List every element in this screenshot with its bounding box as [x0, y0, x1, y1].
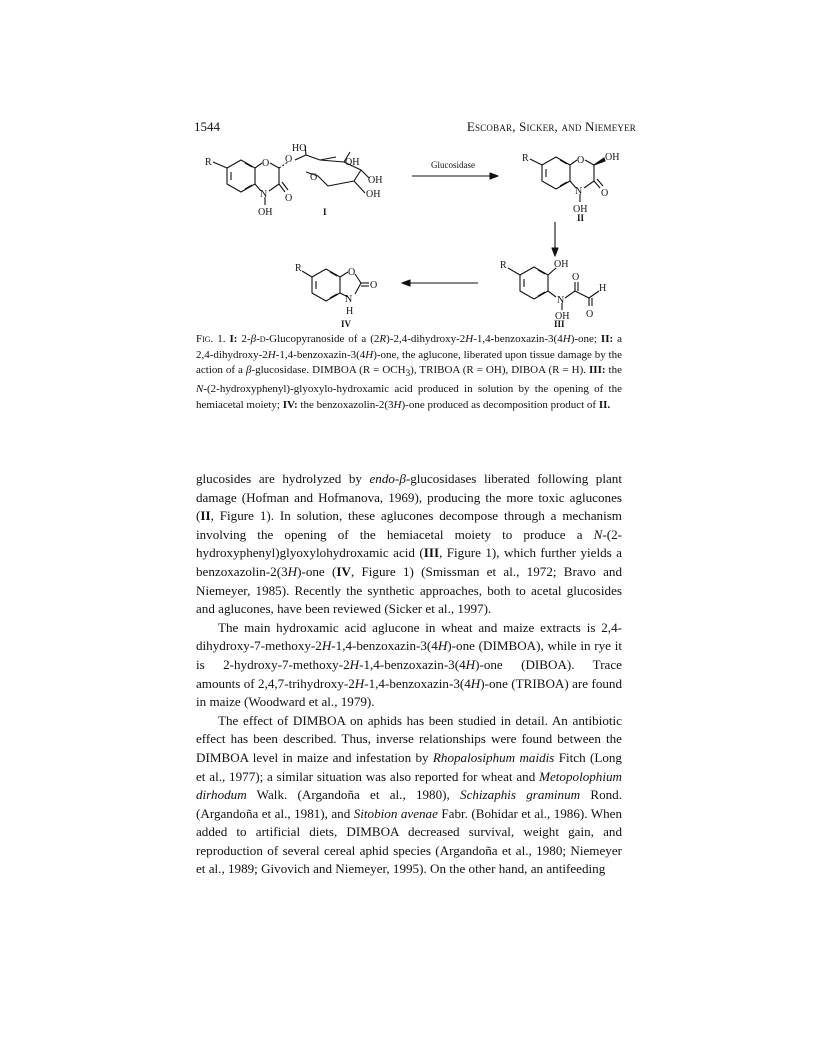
compound-iii-o-top: O: [572, 272, 580, 283]
body-text: [196, 470, 622, 879]
compound-i-ho: HO: [292, 143, 307, 154]
compound-ii-n-oh: OH: [573, 204, 588, 215]
paragraph-2: The main hydroxamic acid aglucone in wheat and maize extracts is 2,4-dihydroxy-7-methoxy-2H-1,4-benzoxazin-3(4H)-one (DIMBOA), while in rye it is 2-hydroxy-7-methoxy-2H-1,4-benzoxazin-3(4H)-one (DIBOA). Trace amounts of 2,4,7-trihydroxy-2H-1,4-benzoxazin-3(4H)-one (TRIBOA) are found in maize (Woodward et al., 1979).: [196, 619, 623, 710]
figure-label: Fig. 1.: [196, 333, 226, 345]
paragraph-3: The effect of DIMBOA on aphids has been studied in detail. An antibiotic effect has been described. Thus, inverse relationships were found between the DIMBOA level in maize and infestation by Rhopalosiphum maidis Fitch (Long et al., 1977); a similar situation was also reported for wheat and Metopolophium dirhodum Walk. (Argandoña et al., 1980), Schizaphis graminum Rond. (Argandoña et al., 1981), and Sitobion avenae Fabr. (Bohidar et al., 1986). When added to artificial diets, DIMBOA decreased survival, weight gain, and reproduction of several cereal aphid species (Argandoña et al., 1980; Niemeyer et al., 1989; Givovich and Niemeyer, 1995). On the other hand, an antifeeding: [196, 712, 623, 877]
compound-i-oh-1: OH: [345, 157, 360, 168]
compound-i-n-oh: OH: [258, 207, 273, 218]
compound-iv-n: N: [345, 294, 353, 305]
compound-iii-o-bottom: O: [586, 309, 594, 320]
compound-ii-n: N: [575, 186, 583, 197]
reaction-scheme: [0, 0, 816, 330]
compound-iv-carbonyl-o: O: [370, 280, 378, 291]
compound-iii-r: R: [500, 260, 507, 271]
compound-iii-n: N: [557, 295, 565, 306]
compound-i-carbonyl-o: O: [285, 193, 293, 204]
compound-iv-h: H: [346, 306, 354, 317]
paragraph-1: glucosides are hydrolyzed by endo-β-glucosidases liberated following plant damage (Hofman and Hofmanova, 1969), producing the more toxic aglucones (II, Figure 1). In solution, these aglucones decompose through a mechanism involving the opening of the hemiacetal moiety to produce a N-(2-hydroxyphenyl)glyoxylohydroxamic acid (III, Figure 1), which further yields a benzoxazolin-2(3H)-one (IV, Figure 1) (Smissman et al., 1972; Bravo and Niemeyer, 1985). Recently the synthetic approaches, both to acetal glucosides and aglucones, have been reviewed (Sicker et al., 1997).: [196, 471, 622, 617]
compound-i-n: N: [260, 189, 268, 200]
page-number: 1544: [194, 119, 220, 134]
figure-caption-text: I: 2-β-d-Glucopyranoside of a (2R)-2,4-dihydroxy-2H-1,4-benzoxazin-3(4H)-one; II: a 2,4-dihydroxy-2H-1,4-benzoxazin-3(4H)-one, the aglucone, liberated upon tissue damage by the action of a β-glucosidase. DIMBOA $(R = OCH_3)$, TRIBOA (R = OH), DIBOA (R = H). III: the N-(2-hydroxyphenyl)-glyoxylo-hydroxamic acid produced in solution by the opening of the hemiacetal moiety; IV: the benzoxazolin-2(3H)-one produced as decomposition product of II.: [196, 333, 622, 411]
compound-ii-r: R: [522, 153, 529, 164]
compound-ii-oh: OH: [605, 152, 620, 163]
compound-iii-oh: OH: [554, 259, 569, 270]
figure-caption: [196, 332, 622, 413]
compound-i-label: I: [323, 207, 327, 217]
compound-i-glucose-o: O: [310, 172, 318, 183]
compound-iv-r: R: [295, 263, 302, 274]
compound-iii-h: H: [599, 283, 607, 294]
compound-iv-ring-o: O: [348, 267, 356, 278]
compound-ii-carbonyl-o: O: [601, 188, 609, 199]
compound-i-ring-o: O: [262, 158, 270, 169]
compound-iii-n-oh: OH: [555, 311, 570, 322]
glucosidase-label: Glucosidase: [431, 160, 475, 170]
compound-i-r: R: [205, 157, 212, 168]
compound-ii-label: II: [577, 213, 585, 223]
compound-ii-ring-o: O: [577, 155, 585, 166]
running-head: Escobar, Sicker, and Niemeyer: [466, 119, 636, 134]
compound-i-oh-3: OH: [366, 189, 381, 200]
compound-iv-label: IV: [341, 319, 352, 329]
compound-i-oh-2: OH: [368, 175, 383, 186]
compound-iii-label: III: [554, 319, 565, 329]
compound-i-link-o: O: [285, 154, 293, 165]
